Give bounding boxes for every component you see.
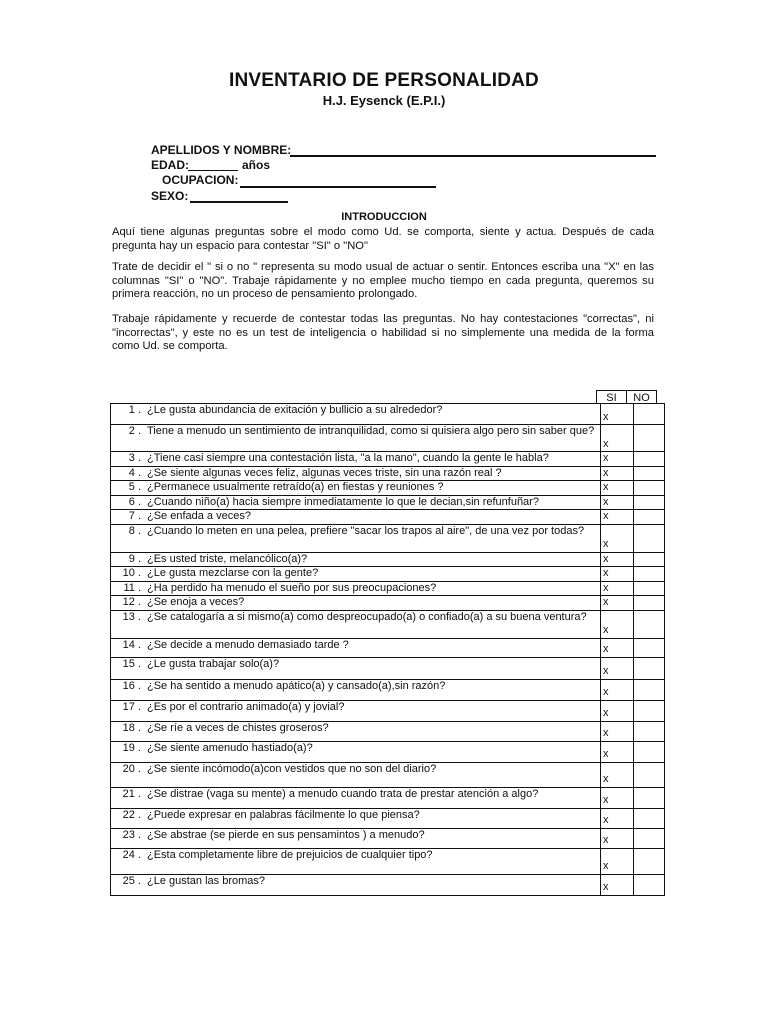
occupation-field-line[interactable] [240, 186, 436, 188]
table-row [111, 452, 665, 467]
answer-no-cell[interactable] [634, 828, 665, 848]
question-number: 8 . [111, 524, 145, 552]
table-row [111, 610, 665, 638]
column-header-no: NO [626, 390, 657, 404]
answer-no-cell[interactable] [634, 425, 665, 452]
answer-si-cell[interactable]: x [601, 581, 634, 596]
question-number: 10 . [111, 567, 145, 582]
age-unit: años [242, 158, 271, 172]
answer-no-cell[interactable] [634, 481, 665, 496]
question-number: 19 . [111, 741, 145, 762]
question-number: 13 . [111, 610, 145, 638]
answer-si-cell[interactable]: x [601, 481, 634, 496]
answer-no-cell[interactable] [634, 808, 665, 828]
question-text: ¿Se ríe a veces de chistes groseros? [144, 721, 601, 741]
question-number: 5 . [111, 481, 145, 496]
question-number: 6 . [111, 495, 145, 510]
question-number: 2 . [111, 425, 145, 452]
question-text: ¿Es por el contrario animado(a) y jovial? [144, 700, 601, 721]
answer-no-cell[interactable] [634, 679, 665, 700]
answer-si-cell[interactable]: x [601, 567, 634, 582]
table-row [111, 510, 665, 525]
answer-no-cell[interactable] [634, 452, 665, 467]
answer-no-cell[interactable] [634, 638, 665, 657]
question-text: ¿Se enoja a veces? [144, 596, 601, 611]
question-number: 7 . [111, 510, 145, 525]
question-number: 16 . [111, 679, 145, 700]
answer-no-cell[interactable] [634, 787, 665, 808]
answer-si-cell[interactable]: x [601, 596, 634, 611]
table-row [111, 721, 665, 741]
question-text: ¿Le gustan las bromas? [144, 874, 601, 895]
table-row [111, 581, 665, 596]
question-number: 12 . [111, 596, 145, 611]
answer-si-cell[interactable]: x [601, 700, 634, 721]
table-row [111, 524, 665, 552]
age-field-line[interactable] [188, 170, 238, 171]
intro-paragraph-2: Trate de decidir el " si o no " representa su modo usual de actuar o sentir. Entonces escriba una "X" en las columnas "SI" o "NO". Trabaje rápidamente y no emplee mucho tiempo en cada pregunta, queremos su primera reacción, no un proceso de pensamiento prolongado. [112, 261, 654, 300]
answer-no-cell[interactable] [634, 741, 665, 762]
answer-no-cell[interactable] [634, 466, 665, 481]
table-row [111, 741, 665, 762]
table-row [111, 425, 665, 452]
answer-no-cell[interactable] [634, 762, 665, 787]
answer-si-cell[interactable]: x [601, 721, 634, 741]
question-number: 1 . [111, 404, 145, 425]
table-row [111, 596, 665, 611]
answer-no-cell[interactable] [634, 721, 665, 741]
answer-no-cell[interactable] [634, 495, 665, 510]
question-number: 9 . [111, 552, 145, 567]
sex-field-line[interactable] [190, 201, 288, 203]
answer-si-cell[interactable]: x [601, 741, 634, 762]
answer-si-cell[interactable]: x [601, 762, 634, 787]
question-number: 4 . [111, 466, 145, 481]
question-text: ¿Se siente incómodo(a)con vestidos que no son del diario? [144, 762, 601, 787]
table-row [111, 679, 665, 700]
document-subtitle: H.J. Eysenck (E.P.I.) [322, 93, 446, 108]
table-row [111, 874, 665, 895]
answer-si-cell[interactable]: x [601, 466, 634, 481]
questions-table [110, 403, 665, 896]
age-label: EDAD: [151, 158, 189, 172]
table-row [111, 657, 665, 679]
table-row [111, 700, 665, 721]
answer-no-cell[interactable] [634, 510, 665, 525]
name-label: APELLIDOS Y NOMBRE: [151, 143, 292, 157]
answer-no-cell[interactable] [634, 581, 665, 596]
question-text: ¿Le gusta trabajar solo(a)? [144, 657, 601, 679]
answer-si-cell[interactable]: x [601, 828, 634, 848]
answer-si-cell[interactable]: x [601, 787, 634, 808]
question-number: 11 . [111, 581, 145, 596]
question-number: 18 . [111, 721, 145, 741]
answer-no-cell[interactable] [634, 404, 665, 425]
table-row [111, 848, 665, 874]
table-row [111, 567, 665, 582]
table-row [111, 808, 665, 828]
answer-si-cell[interactable]: x [601, 874, 634, 895]
question-number: 25 . [111, 874, 145, 895]
table-row [111, 466, 665, 481]
question-number: 3 . [111, 452, 145, 467]
sex-label: SEXO: [151, 189, 189, 203]
table-row [111, 552, 665, 567]
answer-no-cell[interactable] [634, 567, 665, 582]
answer-si-cell[interactable]: x [601, 552, 634, 567]
question-text: ¿Puede expresar en palabras fácilmente lo que piensa? [144, 808, 601, 828]
question-text: ¿Tiene casi siempre una contestación lista, "a la mano", cuando la gente le habla? [144, 452, 601, 467]
question-number: 24 . [111, 848, 145, 874]
answer-no-cell[interactable] [634, 874, 665, 895]
answer-si-cell[interactable]: x [601, 495, 634, 510]
question-number: 14 . [111, 638, 145, 657]
answer-si-cell[interactable]: x [601, 679, 634, 700]
intro-heading: INTRODUCCION [341, 211, 427, 223]
question-text: ¿Se ha sentido a menudo apático(a) y cansado(a),sin razón? [144, 679, 601, 700]
table-row [111, 481, 665, 496]
table-row [111, 638, 665, 657]
question-text: ¿Ha perdido ha menudo el sueño por sus preocupaciones? [144, 581, 601, 596]
answer-no-cell[interactable] [634, 552, 665, 567]
question-text: ¿Se decide a menudo demasiado tarde ? [144, 638, 601, 657]
intro-paragraph-1: Aquí tiene algunas preguntas sobre el modo como Ud. se comporta, siente y actua. Después de cada pregunta hay un espacio para contestar "SI" o "NO" [112, 226, 654, 252]
question-text: ¿Se enfada a veces? [144, 510, 601, 525]
answer-si-cell[interactable]: x [601, 510, 634, 525]
name-field-line[interactable] [290, 155, 656, 157]
answer-no-cell[interactable] [634, 596, 665, 611]
column-header-si: SI [596, 390, 627, 404]
question-number: 20 . [111, 762, 145, 787]
question-number: 15 . [111, 657, 145, 679]
answer-si-cell[interactable]: x [601, 610, 634, 638]
question-text: ¿Se distrae (vaga su mente) a menudo cuando trata de prestar atención a algo? [144, 787, 601, 808]
question-text: ¿Cuando lo meten en una pelea, prefiere "sacar los trapos al aire", de una vez por todas? [144, 524, 601, 552]
question-text: ¿Esta completamente libre de prejuicios de cualquier tipo? [144, 848, 601, 874]
answer-si-cell[interactable]: x [601, 808, 634, 828]
answer-si-cell[interactable]: x [601, 452, 634, 467]
answer-si-cell[interactable]: x [601, 524, 634, 552]
table-row [111, 828, 665, 848]
question-text: ¿Se siente algunas veces feliz, algunas veces triste, sin una razón real ? [144, 466, 601, 481]
question-text: ¿Se catalogaría a si mismo(a) como despreocupado(a) o confiado(a) a su buena ventura? [144, 610, 601, 638]
answer-si-cell[interactable]: x [601, 657, 634, 679]
table-row [111, 404, 665, 425]
question-text: ¿Se siente amenudo hastiado(a)? [144, 741, 601, 762]
question-text: ¿Permanece usualmente retraído(a) en fiestas y reuniones ? [144, 481, 601, 496]
answer-no-cell[interactable] [634, 610, 665, 638]
answer-no-cell[interactable] [634, 657, 665, 679]
answer-no-cell[interactable] [634, 848, 665, 874]
question-text: ¿Es usted triste, melancólico(a)? [144, 552, 601, 567]
question-text: ¿Le gusta abundancia de exitación y bullicio a su alrededor? [144, 404, 601, 425]
answer-no-cell[interactable] [634, 524, 665, 552]
question-number: 22 . [111, 808, 145, 828]
table-row [111, 495, 665, 510]
question-number: 17 . [111, 700, 145, 721]
document-title: INVENTARIO DE PERSONALIDAD [229, 70, 539, 91]
answer-no-cell[interactable] [634, 700, 665, 721]
question-number: 21 . [111, 787, 145, 808]
occupation-label: OCUPACION: [162, 173, 239, 187]
question-text: ¿Se abstrae (se pierde en sus pensamintos ) a menudo? [144, 828, 601, 848]
intro-paragraph-3: Trabaje rápidamente y recuerde de contestar todas las preguntas. No hay contestaciones "correctas", ni "incorrectas", y este no es un test de inteligencia o habilidad si no simplemente una medida de la forma como Ud. se comporta. [112, 313, 654, 352]
question-number: 23 . [111, 828, 145, 848]
answer-si-cell[interactable]: x [601, 638, 634, 657]
answer-si-cell[interactable]: x [601, 404, 634, 425]
answer-si-cell[interactable]: x [601, 425, 634, 452]
answer-si-cell[interactable]: x [601, 848, 634, 874]
question-text: ¿Cuando niño(a) hacia siempre inmediatamente lo que le decian,sin refunfuñar? [144, 495, 601, 510]
question-text: Tiene a menudo un sentimiento de intranquilidad, como si quisiera algo pero sin saber que? [144, 425, 601, 452]
question-text: ¿Le gusta mezclarse con la gente? [144, 567, 601, 582]
table-row [111, 762, 665, 787]
table-row [111, 787, 665, 808]
